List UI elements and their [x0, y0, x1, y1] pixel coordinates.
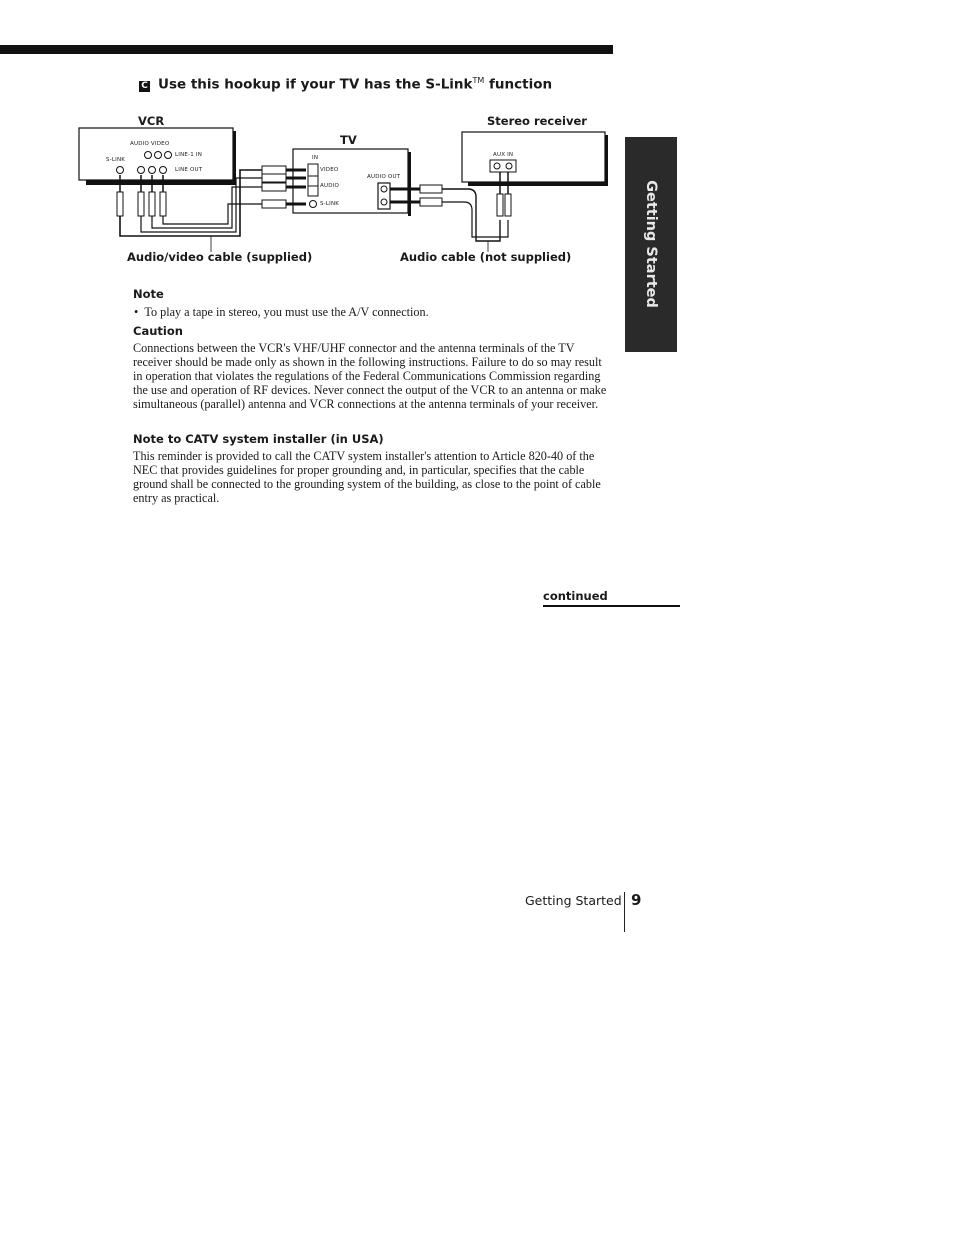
- tv-plug: [262, 183, 286, 191]
- side-tab: [625, 137, 677, 352]
- tv-jack: [308, 186, 318, 196]
- receiver-plug: [505, 194, 511, 216]
- tv-audio-out-label: AUDIO OUT: [367, 174, 401, 180]
- caution-text: Connections between the VCR's VHF/UHF connector and the antenna terminals of the TV receiver should be made only as shown in the following instructions. Failure to do so may result in operation that violates the regulations of the Federal Communications Commission regarding the use and operation of RF devices. Never connect the output of the VCR to an antenna or make simultaneous (parallel) antenna and VCR connections at the antenna terminals of your receiver.: [133, 341, 607, 412]
- receiver-jack: [494, 163, 500, 169]
- tv-plug: [262, 166, 286, 174]
- tv-in-label: IN: [312, 155, 319, 161]
- vcr-jack: [149, 167, 156, 174]
- tv-jack: [308, 164, 318, 176]
- side-tab-label: Getting Started: [643, 180, 659, 308]
- audio-plug: [420, 185, 442, 193]
- note-bullet-text: To play a tape in stereo, you must use the A/V connection.: [144, 305, 429, 319]
- tv-box-shadow: [408, 152, 411, 216]
- vcr-line-out-label: LINE OUT: [175, 167, 203, 173]
- page-number: 9: [631, 891, 642, 909]
- vcr-box: [79, 128, 233, 180]
- vcr-plug: [149, 192, 155, 216]
- vcr-slink-label: S-LINK: [106, 157, 126, 163]
- vcr-plug: [138, 192, 144, 216]
- caution-title: Caution: [133, 324, 183, 338]
- tv-audio-label: AUDIO: [320, 183, 339, 189]
- tv-slink-label: S-LINK: [320, 201, 340, 207]
- vcr-plug: [117, 192, 123, 216]
- heading-suffix: function: [484, 76, 553, 93]
- vcr-jack: [160, 167, 167, 174]
- note-title: Note: [133, 287, 164, 301]
- catv-title: Note to CATV system installer (in USA): [133, 432, 384, 446]
- section-badge: C: [139, 81, 150, 92]
- receiver-aux-in-label: AUX IN: [493, 152, 514, 158]
- tv-plug: [262, 174, 286, 182]
- vcr-box-shadow: [233, 131, 236, 183]
- footer-separator: [624, 892, 625, 932]
- audio-cable-label: Audio cable (not supplied): [400, 250, 572, 264]
- tv-jack: [308, 176, 318, 186]
- vcr-jack: [138, 167, 145, 174]
- vcr-plug: [160, 192, 166, 216]
- receiver-jack: [506, 163, 512, 169]
- tv-plug: [262, 200, 286, 208]
- audio-plug: [420, 198, 442, 206]
- tv-video-label: VIDEO: [320, 167, 339, 173]
- vcr-audio-video-label: AUDIO VIDEO: [130, 141, 170, 147]
- continued-rule: [543, 605, 680, 607]
- tv-jack: [310, 201, 317, 208]
- catv-text: This reminder is provided to call the CATV system installer's attention to Article 820-40 of the NEC that provides guidelines for proper grounding and, in particular, specifies that the cable ground shall be connected to the grounding system of the building, as close to the point of cable entry as practical.: [133, 449, 601, 506]
- av-cable-label: Audio/video cable (supplied): [127, 250, 313, 264]
- note-bullet: [134, 305, 429, 320]
- heading-text: Use this hookup if your TV has the S-Link: [158, 76, 473, 93]
- heading-tm: TM: [472, 76, 485, 85]
- vcr-line1-in-label: LINE-1 IN: [175, 152, 203, 158]
- vcr-jack: [165, 152, 172, 159]
- bullet-mark: •: [134, 305, 145, 319]
- receiver-box-shadow: [605, 135, 608, 185]
- receiver-plug: [497, 194, 503, 216]
- vcr-jack: [117, 167, 124, 174]
- tv-label: TV: [340, 133, 357, 147]
- continued-label: continued: [543, 589, 608, 603]
- footer-section: Getting Started: [525, 893, 622, 908]
- stereo-receiver-label: Stereo receiver: [487, 114, 587, 128]
- vcr-box-bottom: [86, 180, 236, 185]
- receiver-box: [462, 132, 605, 182]
- vcr-label: VCR: [138, 114, 165, 128]
- vcr-jack: [155, 152, 162, 159]
- receiver-box-bottom: [468, 182, 608, 186]
- vcr-jack: [145, 152, 152, 159]
- audio-cable: [442, 189, 500, 241]
